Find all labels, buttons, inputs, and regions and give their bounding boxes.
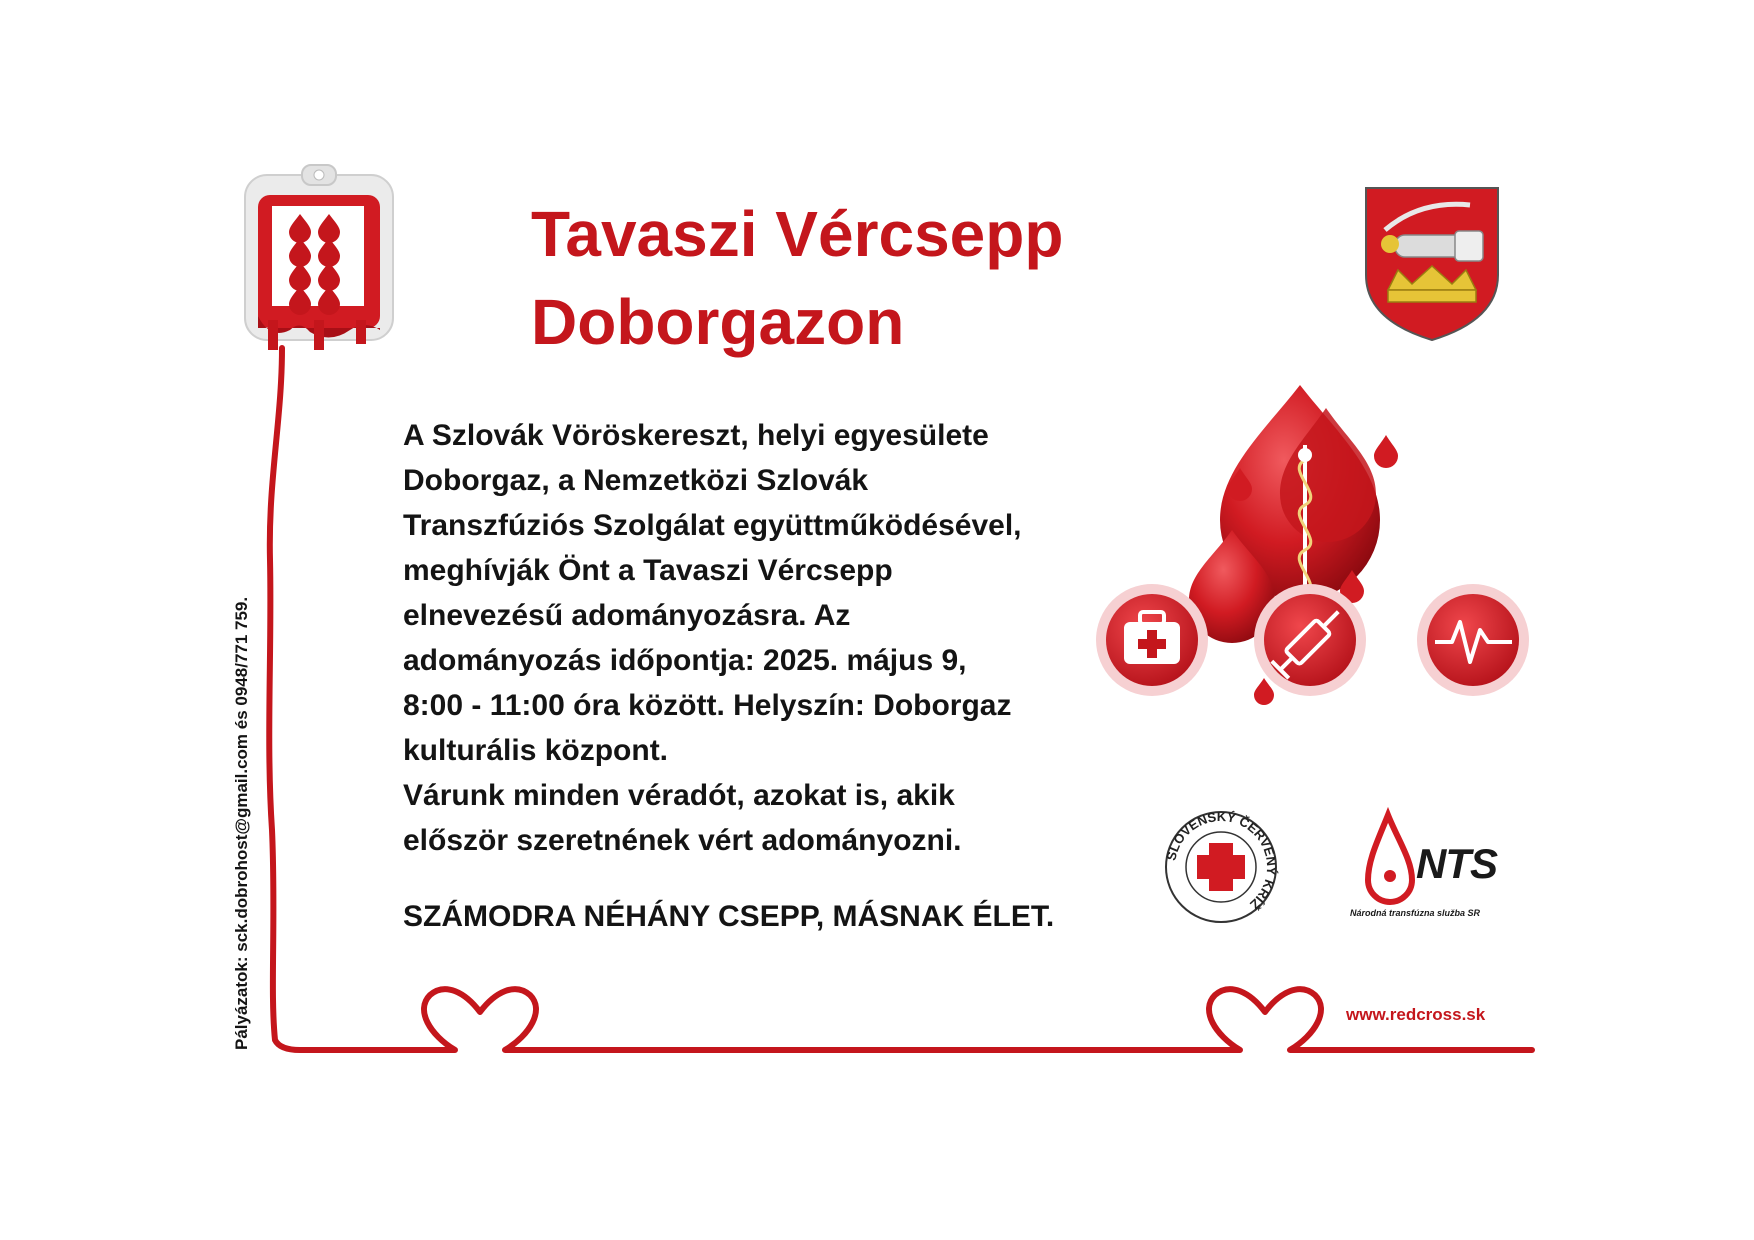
body-line: Várunk minden véradót, azokat is, akik bbox=[403, 779, 955, 812]
body-line: meghívják Önt a Tavaszi Vércsepp bbox=[403, 554, 893, 587]
heartbeat-icon bbox=[1417, 584, 1529, 696]
body-line: Transzfúziós Szolgálat együttműködésével, bbox=[403, 509, 1022, 542]
title-line-1: Tavaszi Vércsepp bbox=[531, 198, 1064, 270]
body-line: A Szlovák Vöröskereszt, helyi egyesülete bbox=[403, 419, 989, 452]
body-line: Doborgaz, a Nemzetközi Szlovák bbox=[403, 464, 869, 497]
coat-of-arms-icon bbox=[1366, 188, 1498, 340]
title-line-2: Doborgazon bbox=[531, 286, 905, 358]
medical-kit-icon bbox=[1096, 584, 1208, 696]
body-line: először szeretnének vért adományozni. bbox=[403, 824, 962, 857]
nts-logo-letters: NTS bbox=[1416, 840, 1497, 887]
website-link[interactable]: www.redcross.sk bbox=[1346, 1005, 1486, 1024]
svg-text:SLOVENSKÝ ČERVENÝ KRÍŽ: SLOVENSKÝ ČERVENÝ KRÍŽ bbox=[1163, 808, 1280, 913]
body-line: kulturális központ. bbox=[403, 734, 669, 767]
nts-caption: Národná transfúzna služba SR bbox=[1350, 908, 1481, 918]
syringe-icon bbox=[1254, 584, 1366, 696]
slogan: SZÁMODRA NÉHÁNY CSEPP, MÁSNAK ÉLET. bbox=[403, 900, 1055, 933]
contact-vertical: Pályázatok: sck.dobrohost@gmail.com és 0948/771 759. bbox=[232, 596, 251, 1050]
red-cross-ring-text bbox=[1161, 807, 1281, 927]
body-line: adományozás időpontja: 2025. május 9, bbox=[403, 644, 967, 677]
body-line: 8:00 - 11:00 óra között. Helyszín: Doborgaz bbox=[403, 689, 1012, 722]
blood-bag-icon bbox=[245, 165, 393, 350]
invitation-paragraph bbox=[403, 413, 1022, 863]
nts-logo bbox=[1368, 815, 1412, 902]
body-line: elnevezésű adományozásra. Az bbox=[403, 599, 851, 632]
